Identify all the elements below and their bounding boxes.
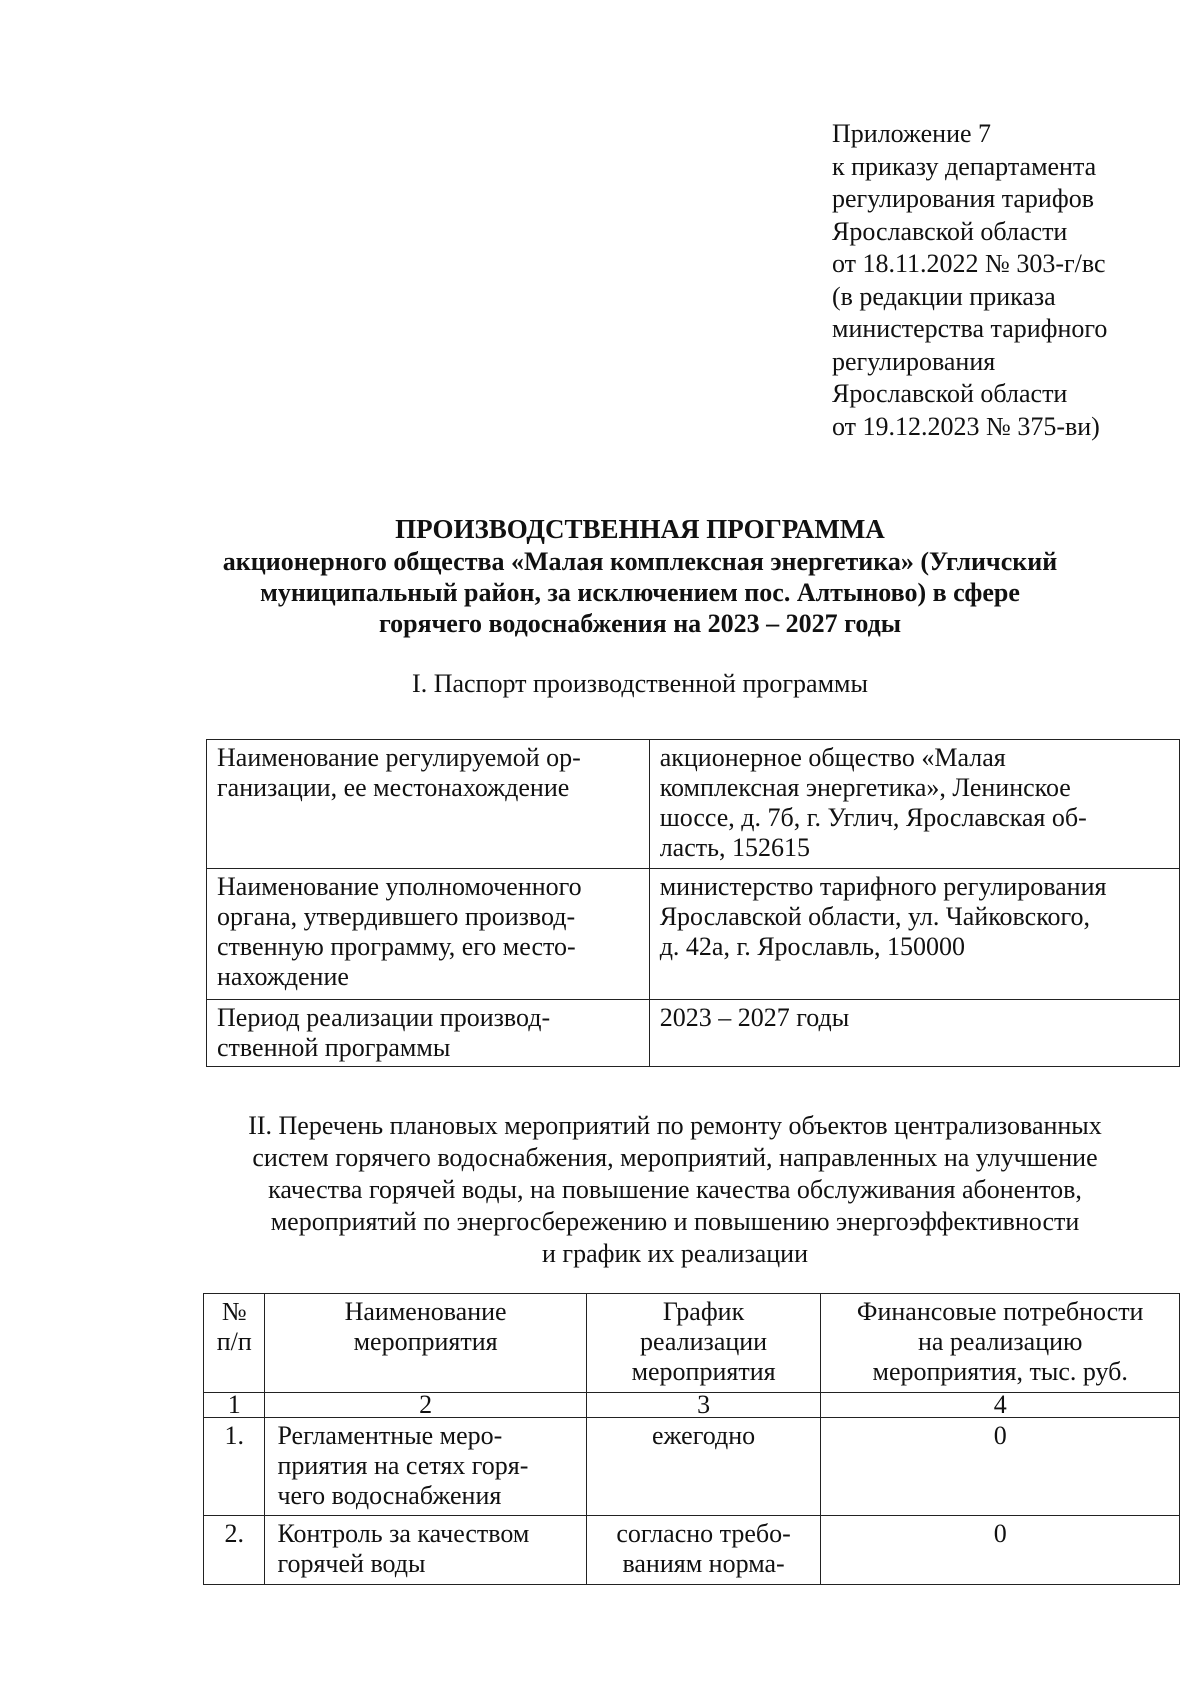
passport-label-cell: [207, 869, 650, 1000]
events-header-row: [204, 1294, 1180, 1393]
row-cost: 0: [821, 1418, 1180, 1516]
cell-line: 2023 – 2027 годы: [659, 1003, 850, 1032]
row-number: 2.: [204, 1516, 265, 1585]
cell-line: Наименование: [344, 1297, 507, 1326]
heading-line: качества горячей воды, на повышение качества обслуживания абонентов,: [268, 1175, 1082, 1204]
heading-line: мероприятий по энергосбережению и повышению энергоэффективности: [270, 1207, 1080, 1236]
cell-line: №: [221, 1297, 247, 1326]
cell-line: горячей воды: [277, 1549, 426, 1578]
appendix-line: Приложение 7: [832, 119, 992, 148]
cell-line: ежегодно: [652, 1421, 756, 1450]
cell-line: Контроль за качеством: [277, 1519, 530, 1548]
passport-label-cell: [207, 1000, 650, 1067]
row-schedule: [586, 1516, 821, 1585]
appendix-line: регулирования тарифов: [832, 184, 1094, 213]
cell-line: комплексная энергетика», Ленинское: [659, 773, 1071, 802]
column-number: 4: [821, 1393, 1180, 1418]
table-row: [204, 1516, 1180, 1585]
appendix-line: Ярославской области: [832, 216, 1068, 246]
passport-label-cell: [207, 740, 650, 869]
cell-line: приятия на сетях горя-: [277, 1451, 529, 1480]
passport-row: [207, 740, 1180, 869]
header-cell-name: [265, 1294, 586, 1393]
header-cell-cost: [821, 1294, 1180, 1393]
header-cell-schedule: [586, 1294, 821, 1393]
cell-line: Наименование уполномоченного: [217, 872, 582, 901]
cell-line: ганизации, ее местонахождение: [217, 773, 570, 802]
cell-line: министерство тарифного регулирования: [659, 872, 1107, 901]
passport-value-cell: [649, 740, 1179, 869]
row-schedule: [586, 1418, 821, 1516]
title-line: горячего водоснабжения на 2023 – 2027 годы: [378, 609, 902, 638]
appendix-line: от 19.12.2023 № 375-ви): [832, 411, 1100, 441]
cell-line: Период реализации производ-: [217, 1003, 551, 1032]
cell-line: согласно требо-: [616, 1519, 791, 1548]
cell-line: ственной программы: [217, 1033, 451, 1062]
row-name: [265, 1418, 586, 1516]
cell-line: на реализацию: [917, 1327, 1083, 1356]
cell-line: Наименование регулируемой ор-: [217, 743, 581, 772]
cell-line: ственную программу, его место-: [217, 932, 576, 961]
cell-line: ласть, 152615: [659, 833, 810, 862]
cell-line: шоссе, д. 7б, г. Углич, Ярославская об-: [659, 803, 1087, 832]
cell-line: чего водоснабжения: [277, 1481, 502, 1510]
header-cell-number: [204, 1294, 265, 1393]
cell-line: мероприятия: [631, 1357, 776, 1386]
column-number: 3: [586, 1393, 821, 1418]
cell-line: органа, утвердившего производ-: [217, 902, 576, 931]
heading-line: и график их реализации: [542, 1239, 808, 1268]
section-1-heading: I. Паспорт производственной программы: [412, 669, 868, 698]
cell-line: реализации: [640, 1327, 768, 1356]
cell-line: Финансовые потребности: [856, 1297, 1144, 1326]
passport-table: [206, 739, 1180, 1067]
passport-value-cell: [649, 1000, 1179, 1067]
row-name: [265, 1516, 586, 1585]
appendix-note: [832, 118, 1162, 443]
table-row: [204, 1418, 1180, 1516]
appendix-line: (в редакции приказа: [832, 281, 1056, 311]
heading-line: II. Перечень плановых мероприятий по ремонту объектов централизованных: [248, 1111, 1102, 1140]
document-title: [180, 512, 1100, 639]
cell-line: п/п: [216, 1327, 252, 1356]
events-table: [203, 1293, 1180, 1585]
cell-line: д. 42а, г. Ярославль, 150000: [659, 932, 966, 961]
appendix-line: от 18.11.2022 № 303-г/вс: [832, 249, 1106, 278]
title-line: акционерного общества «Малая комплексная энергетика» (Угличский: [222, 547, 1058, 576]
cell-line: ваниям норма-: [622, 1549, 785, 1578]
cell-line: мероприятия: [353, 1327, 498, 1356]
cell-line: График: [662, 1297, 745, 1326]
passport-value-cell: [649, 869, 1179, 1000]
cell-line: нахождение: [217, 962, 349, 991]
heading-line: систем горячего водоснабжения, мероприятий, направленных на улучшение: [252, 1143, 1098, 1172]
title-line: муниципальный район, за исключением пос. Алтыново) в сфере: [260, 578, 1020, 607]
passport-row: [207, 1000, 1180, 1067]
appendix-line: регулирования: [832, 346, 996, 376]
section-2-heading: [170, 1110, 1180, 1270]
appendix-line: Ярославской области: [832, 379, 1068, 408]
cell-line: мероприятия, тыс. руб.: [872, 1357, 1128, 1386]
cell-line: Ярославской области, ул. Чайковского,: [659, 902, 1091, 931]
title-main: ПРОИЗВОДСТВЕННАЯ ПРОГРАММА: [395, 514, 885, 544]
column-number-row: [204, 1393, 1180, 1418]
column-number: 2: [265, 1393, 586, 1418]
passport-row: [207, 869, 1180, 1000]
row-number: 1.: [204, 1418, 265, 1516]
column-number: 1: [204, 1393, 265, 1418]
cell-line: акционерное общество «Малая: [659, 743, 1006, 772]
appendix-line: к приказу департамента: [832, 151, 1097, 181]
cell-line: Регламентные меро-: [277, 1421, 503, 1450]
appendix-line: министерства тарифного: [832, 314, 1108, 343]
row-cost: 0: [821, 1516, 1180, 1585]
